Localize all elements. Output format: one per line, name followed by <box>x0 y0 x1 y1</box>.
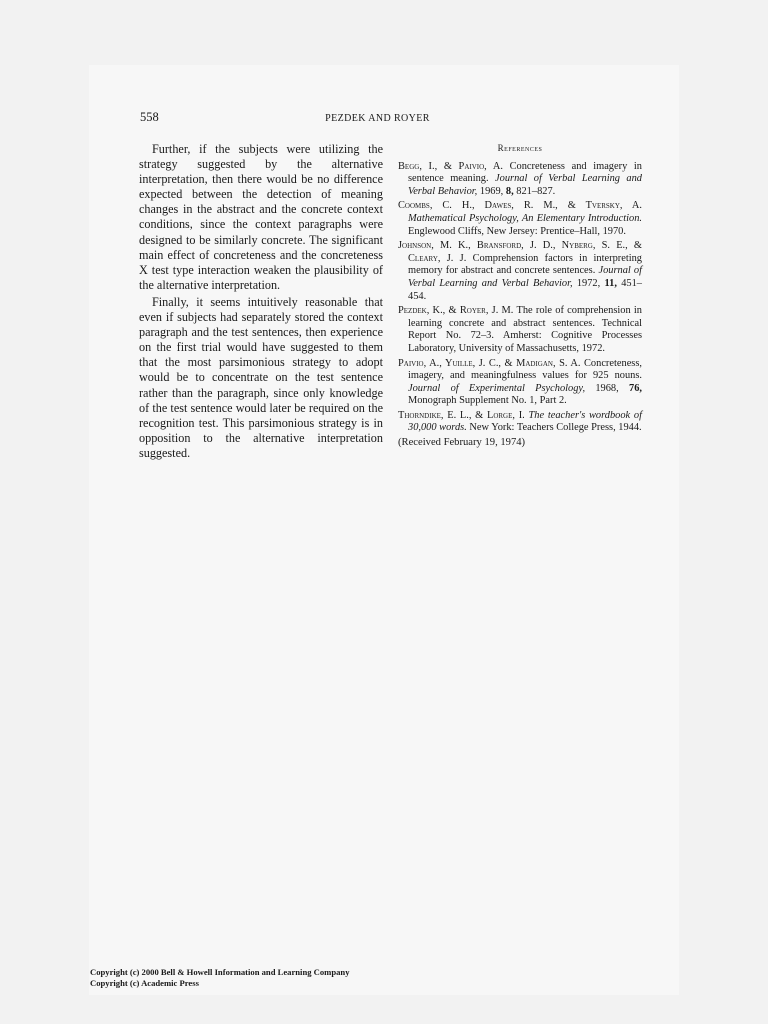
reference-entry <box>398 358 642 408</box>
reference-entry <box>398 305 642 355</box>
reference-year: 1969, <box>479 185 504 197</box>
running-head-title: PEZDEK AND ROYER <box>325 113 430 124</box>
reference-entry <box>398 161 642 199</box>
reference-authors: Coombs, C. H., Dawes, R. M., & Tversky, A. <box>398 200 642 212</box>
page-number: 558 <box>140 110 159 124</box>
reference-authors: Thorndike, E. L., & Lorge, I. <box>398 409 525 421</box>
reference-year: 1968, <box>595 382 619 394</box>
reference-title: The teacher's wordbook of 30,000 words. <box>408 409 642 434</box>
references-section <box>398 142 642 450</box>
reference-volume: 11, <box>604 277 617 289</box>
body-paragraph: Further, if the subjects were utilizing the strategy suggested by the alternative interpretation, then there would be no difference expected between the detection of meaning changes in the abstract and the concrete context conditions, since the context paragraphs were designed to be similarly concrete. The significant main effect of concreteness and the concreteness X test type interaction weaken the plausibility of the alternative interpretation. <box>139 142 383 292</box>
references-heading: References <box>497 143 543 153</box>
reference-entry <box>398 410 642 435</box>
reference-publisher: New York: Teachers College Press, 1944. <box>469 422 642 434</box>
reference-title: Concreteness and imagery in sentence meaning. <box>408 160 642 185</box>
reference-authors: Paivio, A., Yuille, J. C., & Madigan, S. A. <box>398 357 581 369</box>
copyright-footer <box>90 967 350 989</box>
reference-pages: Monograph Supplement No. 1, Part 2. <box>408 395 567 407</box>
reference-volume: 76, <box>629 382 642 394</box>
reference-authors: Johnson, M. K., Bransford, J. D., Nyberg, S. E., & Cleary, J. J. <box>398 240 642 264</box>
copyright-line: Copyright (c) 2000 Bell & Howell Information and Learning Company <box>90 967 350 977</box>
body-paragraph: Finally, it seems intuitively reasonable that even if subjects had separately stored the context paragraph and the test sentences, then experience on the first trial would have suggested to them that the most parsimonious strategy to adopt would be to concentrate on the test sentence rather than the paragraph, since only knowledge of the test sentence would later be required on the recognition test. This parsimonious strategy is in opposition to the alternative interpretation suggested. <box>139 294 383 460</box>
reference-pages: 821–827. <box>516 185 556 197</box>
reference-pages: 451–454. <box>408 277 642 302</box>
reference-authors: Begg, I., & Paivio, A. <box>398 160 503 172</box>
reference-journal: Journal of Experimental Psychology, <box>408 382 586 394</box>
body-column <box>139 142 383 461</box>
reference-publisher: Englewood Cliffs, New Jersey: Prentice–Hall, 1970. <box>408 225 626 237</box>
reference-journal: Journal of Verbal Learning and Verbal Behavior, <box>408 173 642 197</box>
reference-title: Comprehension factors in interpreting memory for abstract and concrete sentences. <box>408 252 643 277</box>
received-date: (Received February 19, 1974) <box>398 437 526 449</box>
reference-volume: 8, <box>505 185 514 197</box>
reference-title: Mathematical Psychology, An Elementary Introduction. <box>408 212 642 224</box>
reference-publisher: Technical Report No. 72–3. Amherst: Cognitive Processes Laboratory, University of Massachusetts, 1972. <box>408 317 642 354</box>
reference-year: 1972, <box>576 277 601 289</box>
reference-authors: Pezdek, K., & Royer, J. M. <box>398 305 514 317</box>
copyright-line: Copyright (c) Academic Press <box>90 978 199 988</box>
reference-title: Concreteness, imagery, and meaningfulness values for 925 nouns. <box>408 357 642 382</box>
reference-journal: Journal of Verbal Learning and Verbal Behavior, <box>408 265 642 289</box>
reference-entry <box>398 200 642 238</box>
reference-entry <box>398 240 642 303</box>
reference-title: The role of comprehension in learning concrete and abstract sentences. <box>408 305 642 329</box>
